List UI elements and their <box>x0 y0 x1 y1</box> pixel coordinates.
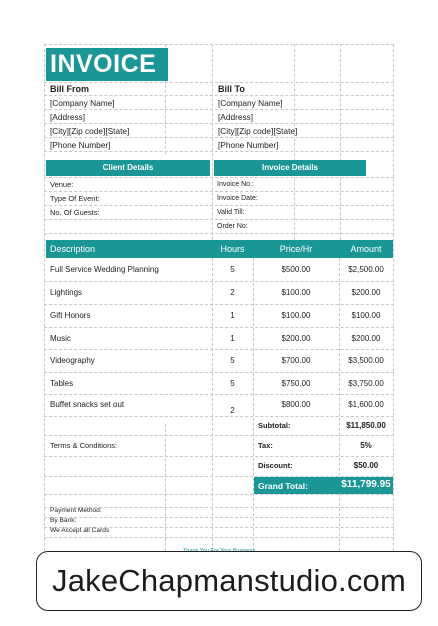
row-hours: 1 <box>230 334 235 343</box>
client-details-heading: Client Details <box>46 160 210 176</box>
bill-from-address: [Address] <box>50 112 86 122</box>
row-description: Videography <box>50 356 95 365</box>
header-amount: Amount <box>350 244 382 254</box>
bill-to-company: [Company Name] <box>218 98 283 108</box>
grid-line <box>44 123 394 124</box>
grid-line <box>44 372 394 373</box>
grid-line <box>44 44 394 45</box>
venue-label: Venue: <box>50 180 74 189</box>
grid-line <box>44 349 394 350</box>
grid-line <box>44 416 394 417</box>
grid-line <box>44 95 394 96</box>
bill-to-city: [City][Zip code][State] <box>218 126 298 136</box>
grid-line <box>212 44 213 240</box>
row-hours: 5 <box>230 356 235 365</box>
grid-line <box>44 44 45 556</box>
row-hours: 2 <box>230 406 235 415</box>
header-price: Price/Hr <box>279 244 313 254</box>
grid-line <box>44 281 394 282</box>
row-description: Music <box>50 334 71 343</box>
grid-line <box>393 44 394 556</box>
grid-line <box>44 304 394 305</box>
discount-value: $50.00 <box>353 461 379 470</box>
bill-from-phone: [Phone Number] <box>50 140 111 150</box>
payment-method-label: Payment Method: <box>50 507 102 514</box>
row-description: Tables <box>50 379 74 388</box>
row-hours: 5 <box>230 379 235 388</box>
invoice-date-label: Invoice Date: <box>217 195 258 202</box>
row-description: Lightings <box>50 288 83 297</box>
grid-line <box>44 219 394 220</box>
grid-line <box>44 327 394 328</box>
watermark-banner: JakeChapmanstudio.com <box>36 551 422 611</box>
row-price: $700.00 <box>281 356 311 365</box>
subtotal-label: Subtotal: <box>258 421 291 430</box>
grid-line <box>44 537 394 538</box>
header-hours: Hours <box>220 244 245 254</box>
bill-from-heading: Bill From <box>50 84 90 94</box>
grid-line <box>340 44 341 240</box>
invoice-sheet <box>44 44 394 556</box>
row-price: $100.00 <box>281 311 311 320</box>
bill-from-city: [City][Zip code][State] <box>50 126 130 136</box>
grid-line <box>44 151 394 152</box>
row-amount: $1,600.00 <box>348 400 384 409</box>
grid-line <box>44 233 394 234</box>
row-amount: $3,750.00 <box>348 379 384 388</box>
guests-label: No. Of Guests: <box>50 208 100 217</box>
invoice-details-heading: Invoice Details <box>214 160 366 176</box>
row-hours: 2 <box>230 288 235 297</box>
cards-label: We Accept all Cards <box>50 527 110 534</box>
row-price: $750.00 <box>281 379 311 388</box>
subtotal-value: $11,850.00 <box>346 421 386 430</box>
grid-line <box>44 191 394 192</box>
grid-line <box>44 137 394 138</box>
row-description: Gift Honors <box>50 311 91 320</box>
row-hours: 1 <box>230 311 235 320</box>
invoice-no-label: Invoice No.: <box>217 181 254 188</box>
grid-line <box>44 205 394 206</box>
row-hours: 5 <box>230 265 235 274</box>
tax-label: Tax: <box>258 441 273 450</box>
bill-to-address: [Address] <box>218 112 254 122</box>
tax-value: 5% <box>360 441 372 450</box>
grid-line <box>44 394 394 395</box>
bill-to-phone: [Phone Number] <box>218 140 279 150</box>
bank-label: By Bank: <box>50 517 77 524</box>
event-type-label: Type Of Event: <box>50 194 100 203</box>
grid-line <box>44 435 394 436</box>
bill-from-company: [Company Name] <box>50 98 115 108</box>
grid-line <box>44 177 394 178</box>
grand-total-value: $11,799.95 <box>341 479 391 490</box>
discount-label: Discount: <box>258 461 293 470</box>
grand-total-label: Grand Total: <box>258 481 308 491</box>
grid-line <box>44 517 394 518</box>
row-amount: $3,500.00 <box>348 356 384 365</box>
row-price: $200.00 <box>281 334 311 343</box>
row-price: $100.00 <box>281 288 311 297</box>
terms-label: Terms & Conditions: <box>50 441 118 450</box>
invoice-title: INVOICE <box>46 48 168 81</box>
grid-line <box>294 44 295 240</box>
row-description: Full Service Wedding Planning <box>50 265 159 274</box>
row-amount: $100.00 <box>351 311 381 320</box>
row-amount: $200.00 <box>351 288 381 297</box>
bill-to-heading: Bill To <box>218 84 245 94</box>
row-description: Buffet snacks set out <box>50 400 125 409</box>
row-amount: $200.00 <box>351 334 381 343</box>
row-amount: $2,500.00 <box>348 265 384 274</box>
row-price: $800.00 <box>281 400 311 409</box>
header-description: Description <box>50 244 96 254</box>
grid-line <box>44 494 394 495</box>
grid-line <box>44 456 394 457</box>
grid-line <box>44 109 394 110</box>
order-no-label: Order No: <box>217 223 248 230</box>
row-price: $500.00 <box>281 265 311 274</box>
valid-till-label: Valid Till: <box>217 209 245 216</box>
